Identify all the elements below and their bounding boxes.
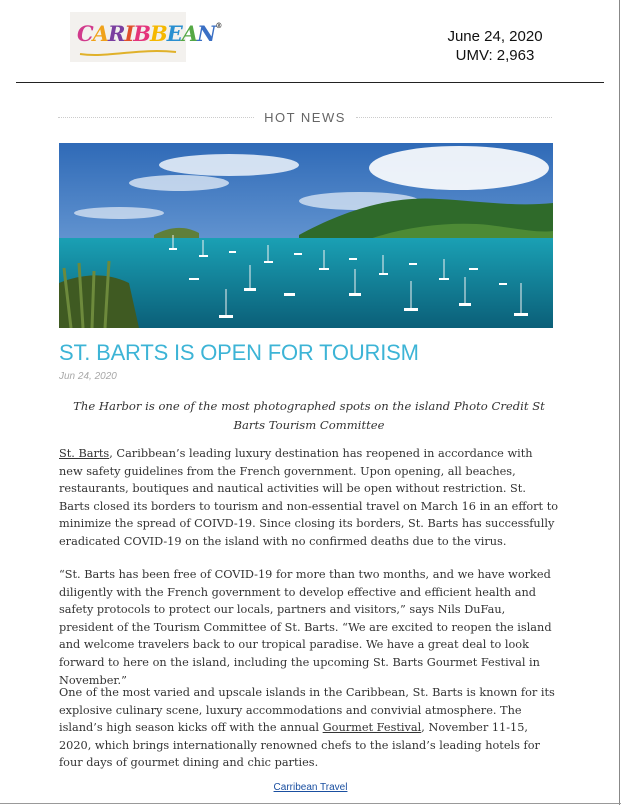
page-border <box>619 0 620 805</box>
section-heading <box>58 108 552 128</box>
paragraph-3-text-end: , November 11-15, 2020, which brings internationally renowned chefs to the island’s leading hotels for four days of gourmet dining and chic parties. <box>59 721 540 770</box>
header-divider <box>16 82 604 83</box>
logo-swoosh-icon <box>78 48 178 58</box>
article-headline[interactable]: ST. BARTS IS OPEN FOR TOURISM <box>59 340 419 365</box>
gourmet-festival-link[interactable]: Gourmet Festival <box>322 721 422 735</box>
paragraph-3-text-start: One of the most varied and upscale islands in the Caribbean, St. Barts is known for its explosive culinary scene, luxury accommodations and convivial atmosphere. The island’s high season kicks off with the annual <box>59 686 555 735</box>
article-paragraph-3 <box>59 684 559 772</box>
umv-count: UMV: 2,963 <box>455 47 535 64</box>
article-paragraph-1 <box>59 445 559 551</box>
section-label: HOT NEWS <box>264 110 346 125</box>
article-paragraph-2: “St. Barts has been free of COVID-19 for more than two months, and we have worked diligently with the French government to develop effective and efficient health and safety protocols to protect our locals, partners and visitors,” says Nils DuFau, president of the Tourism Committee of St. Barts. “We are excited to reopen the island and welcome travelers back to our tropical paradise. We have a great deal to look forward to here on the island, including the upcoming St. Barts Gourmet Festival in November.” <box>59 568 552 687</box>
section-dots-right <box>356 117 552 118</box>
photo-caption: The Harbor is one of the most photographed spots on the island Photo Credit St Barts Tourism Committee <box>73 399 545 432</box>
paragraph-1-text: , Caribbean’s leading luxury destination has reopened in accordance with new safety guidelines from the French government. Upon opening, all beaches, restaurants, boutiques and nautical activities will be open without restriction. St. Barts closed its borders to tourism and non-essential travel on March 16 in an effort to minimize the spread of COIVD-19. Since closing its borders, St. Barts has successfully eradicated COVID-19 on the island with no confirmed deaths due to the virus. <box>59 447 559 548</box>
newsletter-meta <box>420 27 570 65</box>
st-barts-link[interactable]: St. Barts <box>59 447 110 460</box>
caribbean-travel-link[interactable]: Carribean Travel <box>273 782 348 793</box>
harbor-hero-image <box>59 143 553 328</box>
page-border-bottom <box>0 803 621 804</box>
logo-wordmark: CARIBBEAN® <box>77 21 222 46</box>
issue-date: June 24, 2020 <box>447 28 543 45</box>
article-date: Jun 24, 2020 <box>59 371 117 382</box>
caribbean-logo <box>70 12 222 62</box>
